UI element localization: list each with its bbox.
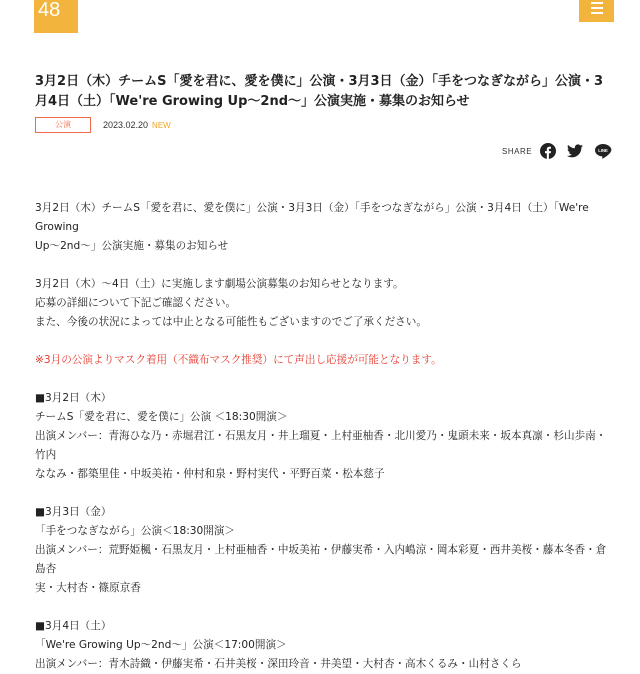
hamburger-icon	[591, 2, 603, 17]
share-bar	[502, 143, 623, 159]
show-members: 出演メンバー：青木詩織・伊藤実希・石井美桜・深田玲音・井美望・大村杏・高木くるみ・山村さくら	[35, 658, 522, 670]
mask-notice: ※3月の公演よりマスク着用（不織布マスク推奨）にて声出し応援が可能となります。	[35, 354, 442, 366]
menu-button[interactable]	[579, 0, 614, 22]
article-body	[35, 199, 615, 674]
notice-line: 応募の詳細について下記ご確認ください。	[35, 297, 237, 309]
twitter-icon[interactable]	[567, 144, 583, 158]
show-title: チームS「愛を君に、愛を僕に」公演 ＜18:30開演＞	[35, 411, 288, 423]
notice-line: また、今後の状況によっては中止となる可能性もございますのでご了承ください。	[35, 316, 427, 328]
show-members: 実・大村杏・篠原京香	[35, 582, 141, 594]
svg-text:LINE: LINE	[598, 148, 608, 154]
intro-line: Up～2nd～」公演実施・募集のお知らせ	[35, 240, 229, 252]
line-icon[interactable]	[594, 143, 612, 159]
post-date: 2023.02.20	[103, 120, 149, 130]
show-members: ななみ・都築里佳・中坂美祐・仲村和泉・野村実代・平野百菜・松本慈子	[35, 468, 385, 480]
show-title: 「手をつなぎながら」公演＜18:30開演＞	[35, 525, 236, 537]
post-meta	[35, 117, 171, 133]
share-label: SHARE	[502, 146, 533, 156]
show-title: 「We're Growing Up～2nd～」公演＜17:00開演＞	[35, 639, 287, 651]
intro-line: 3月2日（木）チームS「愛を君に、愛を僕に」公演・3月3日（金）「手をつなぎながら」公演・3月4日（土）「We're Growing	[35, 202, 589, 233]
category-badge[interactable]: 公演	[35, 117, 91, 133]
show-date: ■3月3日（金）	[35, 506, 112, 518]
logo-text: 48	[38, 0, 61, 21]
page-title: 3月2日（木）チームS「愛を君に、愛を僕に」公演・3月3日（金）「手をつなぎながら」公演・3月4日（土）「We're Growing Up～2nd～」公演実施・募集のお知らせ	[35, 74, 604, 109]
notice-line: 3月2日（木）～4日（土）に実施します劇場公演募集のお知らせとなります。	[35, 278, 404, 290]
show-date: ■3月4日（土）	[35, 620, 112, 632]
show-date: ■3月2日（木）	[35, 392, 112, 404]
facebook-icon[interactable]	[540, 143, 556, 159]
show-members: 出演メンバー：荒野姫楓・石黒友月・上村亜柚香・中坂美祐・伊藤実希・入内嶋涼・岡本彩夏・西井美桜・藤本冬香・倉島杏	[35, 544, 607, 575]
new-badge: NEW	[152, 120, 171, 130]
show-members: 出演メンバー：青海ひな乃・赤堀君江・石黒友月・井上瑠夏・上村亜柚香・北川愛乃・鬼頭未来・坂本真凛・杉山歩南・竹内	[35, 430, 607, 461]
site-logo[interactable]	[34, 0, 78, 33]
